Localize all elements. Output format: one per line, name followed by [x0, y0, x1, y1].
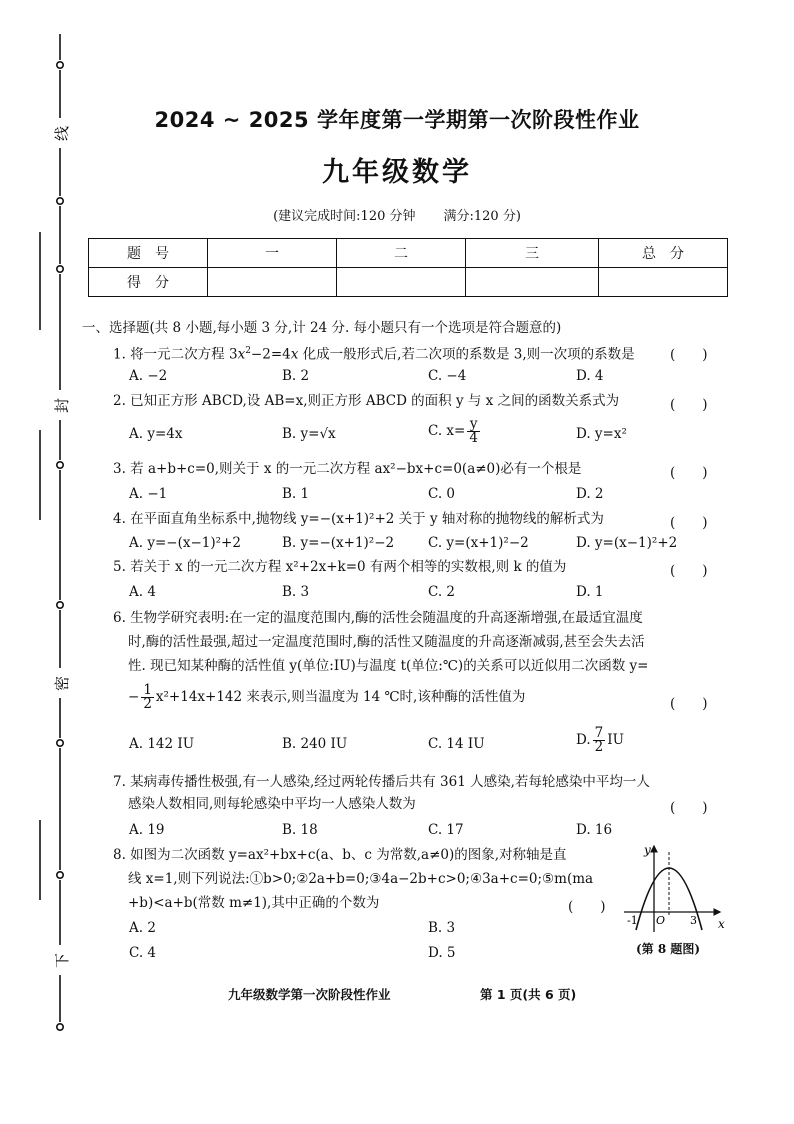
section-heading: 一、选择题(共 8 小题,每小题 3 分,计 24 分. 每小题只有一个选项是符合题意的): [82, 320, 562, 336]
question-8-line: 8. 如图为二次函数 y=ax²+bx+c(a、b、c 为常数,a≠0)的图象,对称轴是直: [113, 847, 567, 863]
exam-info: [0, 205, 794, 224]
question-8-line: +b)<a+b(常数 m≠1),其中正确的个数为: [128, 895, 380, 911]
graph-caption: (第 8 题图): [636, 942, 701, 956]
score-input-cell[interactable]: [208, 268, 337, 297]
option-d: D. 1: [576, 584, 604, 600]
score-table-cell: 二: [337, 239, 466, 268]
exam-title: 2024 ~ 2025 学年度第一学期第一次阶段性作业: [154, 108, 640, 132]
option-a: A. 142 IU: [129, 736, 195, 752]
option-a: A. −2: [129, 368, 168, 384]
page-number: 第 1 页(共 6 页): [480, 987, 577, 1002]
answer-bracket[interactable]: ( ): [670, 397, 708, 413]
option-d: D. 2: [576, 486, 604, 502]
option-d: D. y=x²: [576, 426, 627, 442]
answer-bracket[interactable]: ( ): [670, 696, 708, 712]
option-d: D. 5: [428, 945, 456, 961]
question-7-line: 7. 某病毒传播性极强,有一人感染,经过两轮传播后共有 361 人感染,若每轮感染中平均一人: [113, 774, 650, 790]
answer-bracket[interactable]: ( ): [670, 563, 708, 579]
option-c: C. 14 IU: [428, 736, 485, 752]
option-c: C. 0: [428, 486, 456, 502]
question-1-stem: 1. 将一元二次方程 $3x^2-2=4x$ 化成一般形式后,若二次项的系数是 3,则一次项的系数是: [113, 346, 635, 363]
answer-bracket[interactable]: ( ): [670, 347, 708, 363]
option-d: D. $\frac{7}{2}$ IU: [576, 725, 624, 755]
option-c: C. 4: [129, 945, 157, 961]
question-7-line: 感染人数相同,则每轮感染中平均一人感染人数为: [128, 796, 416, 812]
option-d: D. y=(x−1)²+2: [576, 535, 678, 551]
footer-title: 九年级数学第一次阶段性作业: [228, 987, 391, 1002]
binding-label-mi: 密: [53, 675, 71, 691]
question-6-line: 时,酶的活性最强,超过一定温度范围时,酶的活性又随温度的升高逐渐减弱,甚至会失去活: [128, 634, 645, 650]
x-axis-label: x: [718, 917, 725, 931]
score-info: 满分:120 分): [443, 209, 521, 224]
option-a: A. 4: [129, 584, 156, 600]
y-axis-label: y: [644, 843, 651, 857]
option-a: A. 2: [129, 920, 156, 936]
answer-bracket[interactable]: ( ): [670, 465, 708, 481]
score-table-cell: 一: [208, 239, 337, 268]
score-input-cell[interactable]: [466, 268, 599, 297]
answer-bracket[interactable]: ( ): [670, 800, 708, 816]
option-b: B. y=√x: [282, 426, 336, 442]
question-8-line: 线 x=1,则下列说法:①b>0;②2a+b=0;③4a−2b+c>0;④3a+c=0;⑤m(ma: [128, 871, 594, 887]
question-6-line: 6. 生物学研究表明:在一定的温度范围内,酶的活性会随温度的升高逐渐增强,在最适宜温度: [113, 610, 643, 626]
score-input-cell[interactable]: [337, 268, 466, 297]
root-left-label: -1: [627, 914, 638, 927]
option-b: B. 3: [282, 584, 310, 600]
parabola-graph: [622, 842, 726, 934]
option-c: C. 2: [428, 584, 456, 600]
question-5-stem: 5. 若关于 x 的一元二次方程 x²+2x+k=0 有两个相等的实数根,则 k 的值为: [113, 559, 567, 575]
question-4-stem: 4. 在平面直角坐标系中,抛物线 y=−(x+1)²+2 关于 y 轴对称的抛物线的解析式为: [113, 511, 604, 527]
binding-label-feng: 封: [53, 397, 71, 413]
option-b: B. 18: [282, 822, 318, 838]
score-table-cell: 得 分: [89, 268, 208, 297]
option-c: C. −4: [428, 368, 467, 384]
root-right-label: 3: [690, 914, 697, 927]
option-b: B. 3: [428, 920, 456, 936]
score-input-cell[interactable]: [599, 268, 728, 297]
question-2-stem: 2. 已知正方形 ABCD,设 AB=x,则正方形 ABCD 的面积 y 与 x 之间的函数关系式为: [113, 393, 620, 409]
answer-bracket[interactable]: ( ): [568, 899, 606, 915]
option-c: C. y=(x+1)²−2: [428, 535, 529, 551]
binding-label-xian: 线: [53, 125, 71, 141]
score-table-score-row: [89, 268, 728, 297]
option-b: B. 2: [282, 368, 310, 384]
option-c: C. x= $\frac{y}{4}$: [428, 416, 478, 446]
option-b: B. 240 IU: [282, 736, 348, 752]
origin-label: O: [656, 914, 666, 927]
option-d: D. 4: [576, 368, 604, 384]
option-a: A. 19: [129, 822, 165, 838]
option-a: A. y=4x: [129, 426, 183, 442]
question-6-line: 性. 现已知某种酶的活性值 y(单位:IU)与温度 t(单位:℃)的关系可以近似用二次函数 y=: [128, 658, 649, 674]
subject-title: 九年级数学: [322, 157, 472, 188]
option-b: B. 1: [282, 486, 310, 502]
answer-bracket[interactable]: ( ): [670, 515, 708, 531]
option-c: C. 17: [428, 822, 464, 838]
option-a: A. −1: [129, 486, 168, 502]
question-6-line: − $\frac{1}{2}$ x²+14x+142 来表示,则当温度为 14 ℃时,该种酶的活性值为: [128, 682, 526, 712]
option-d: D. 16: [576, 822, 613, 838]
score-table-cell: 总 分: [599, 239, 728, 268]
score-table-cell: 三: [466, 239, 599, 268]
score-table-header-row: [89, 239, 728, 268]
option-b: B. y=−(x+1)²−2: [282, 535, 395, 551]
time-info: (建议完成时间:120 分钟: [273, 209, 416, 224]
binding-label-xia: 下: [53, 952, 71, 968]
option-a: A. y=−(x−1)²+2: [129, 535, 241, 551]
question-3-stem: 3. 若 a+b+c=0,则关于 x 的一元二次方程 ax²−bx+c=0(a≠0)必有一个根是: [113, 461, 582, 477]
score-table-cell: 题 号: [89, 239, 208, 268]
score-table: [88, 238, 728, 297]
